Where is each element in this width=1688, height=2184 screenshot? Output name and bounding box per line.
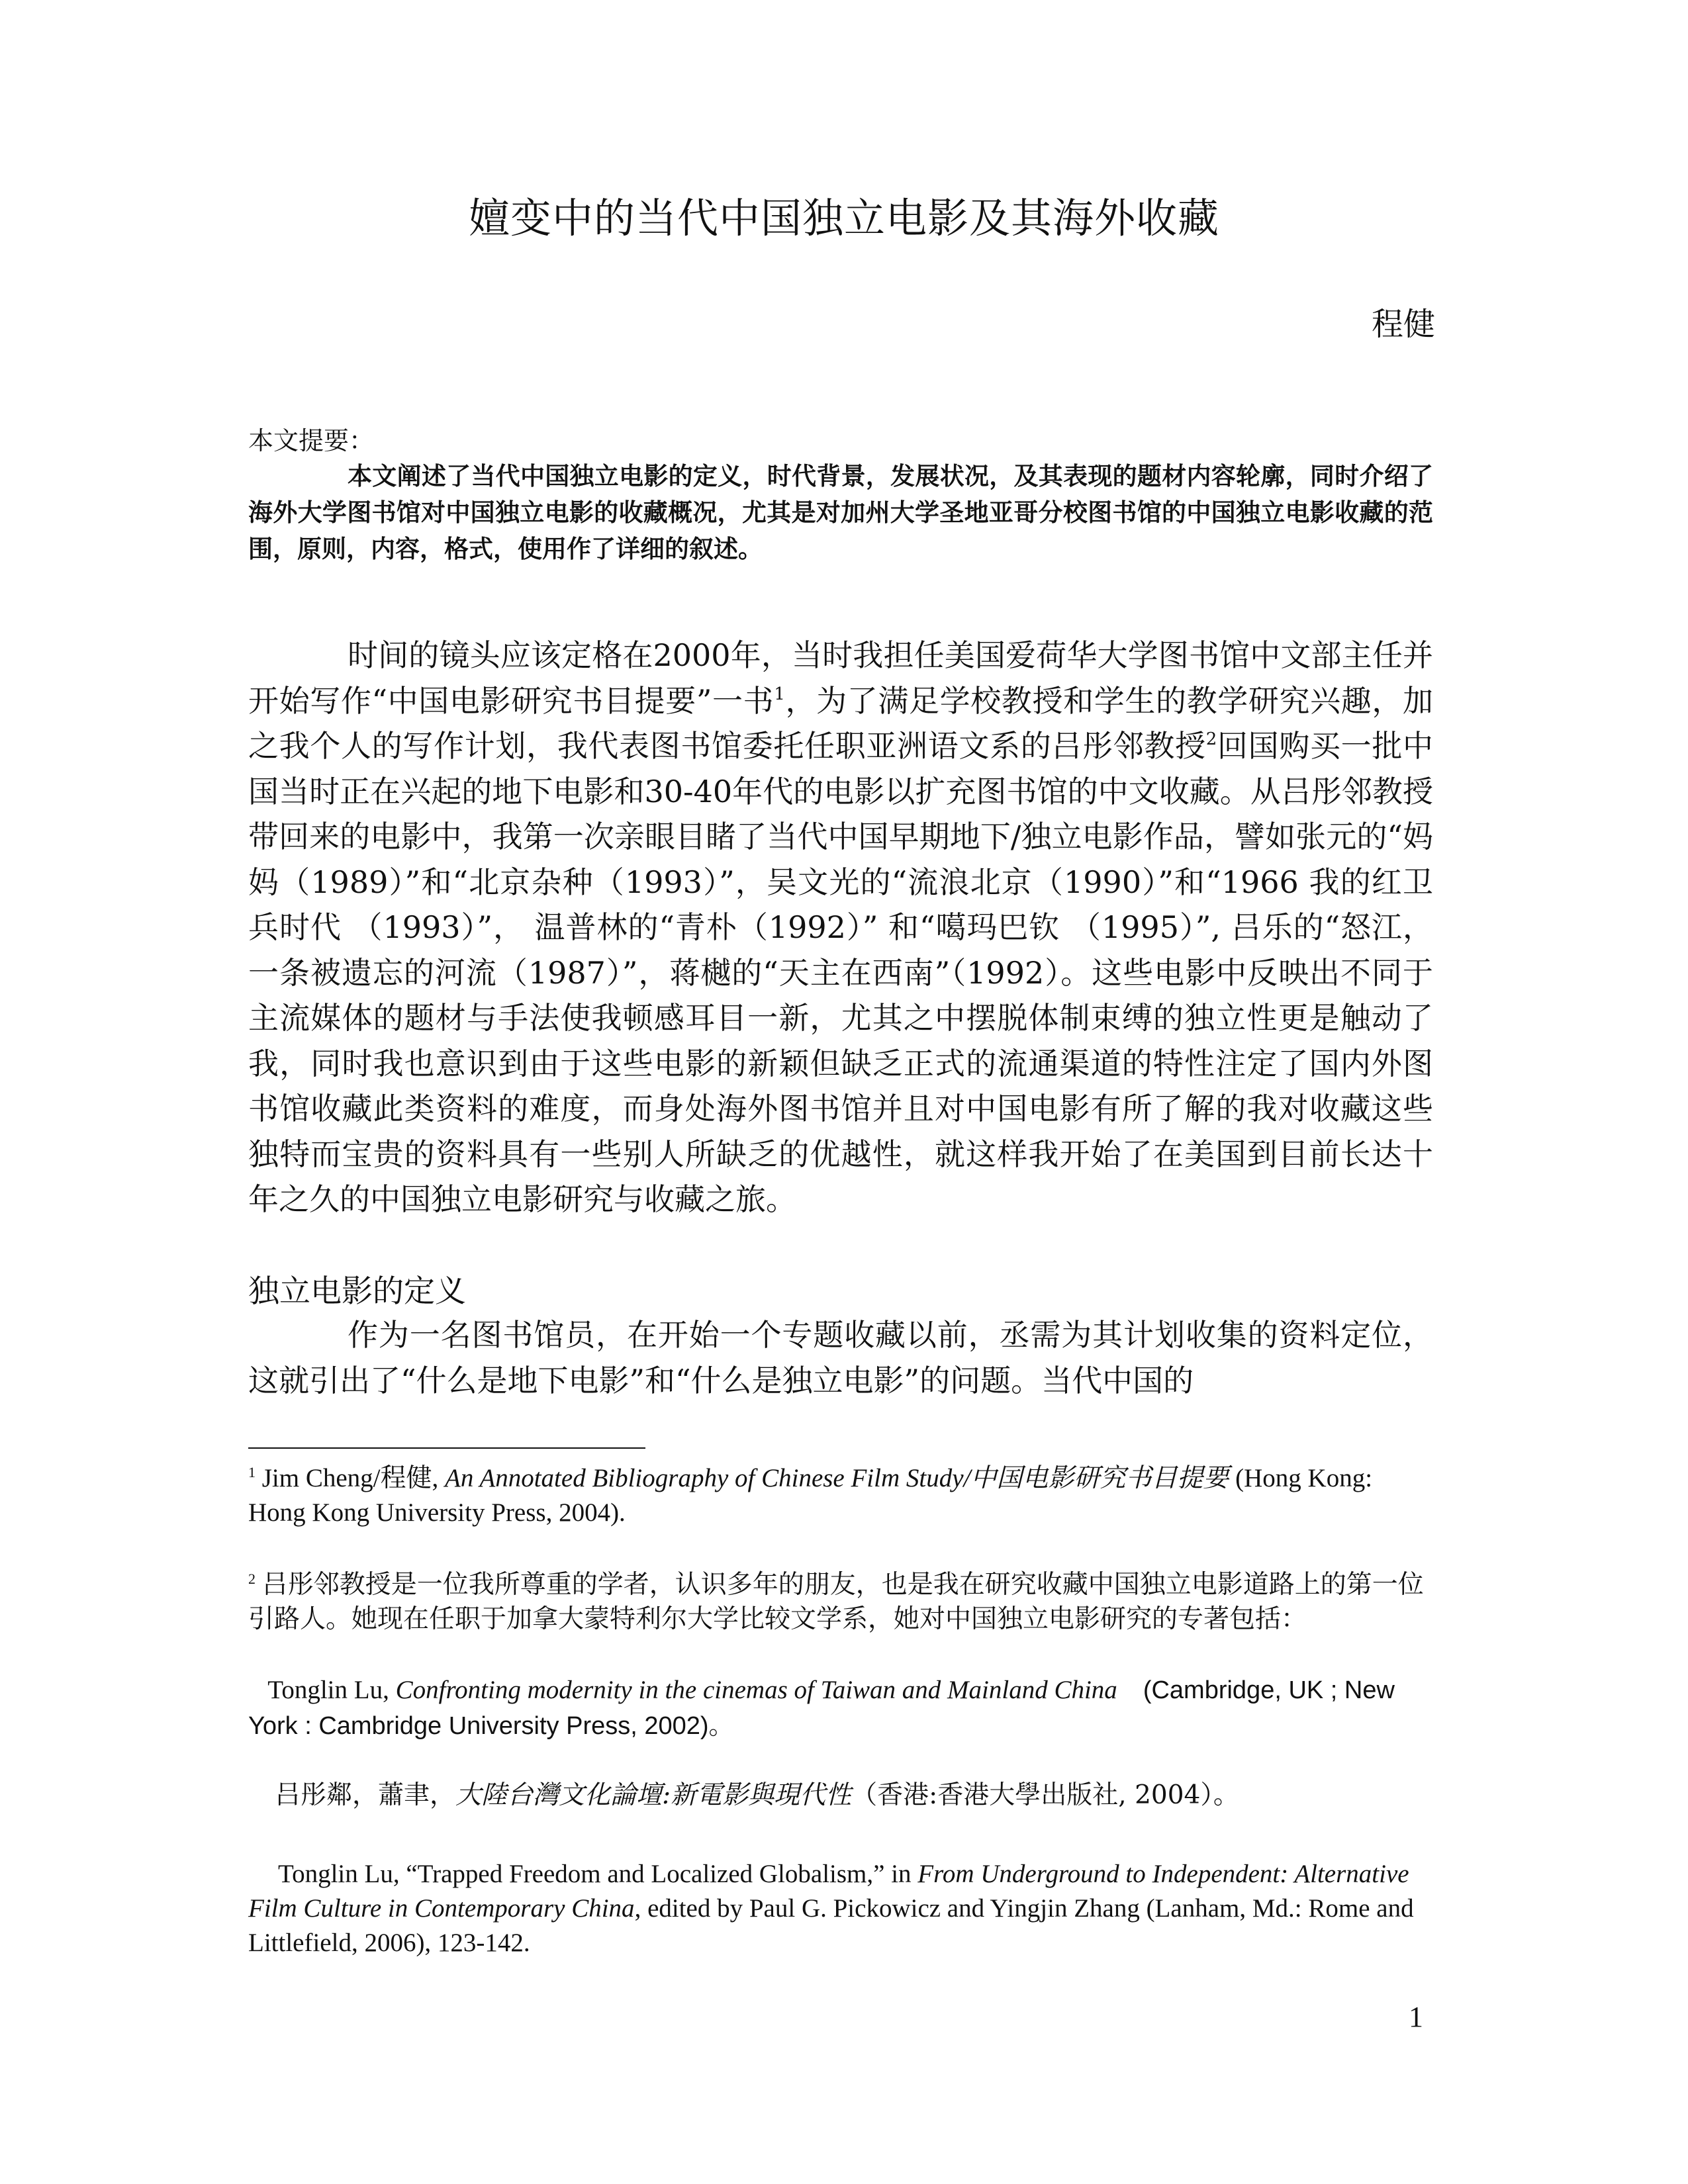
footnote-number: 1	[248, 1464, 256, 1480]
body-text: 时间的镜头应该定格在2000年，当时我担任美国爱荷华大学图书馆中文部主任并开始写作“中国电影研究书目提要”一书	[248, 637, 1433, 719]
body-paragraph: 作为一名图书馆员，在开始一个专题收藏以前，丞需为其计划收集的资料定位，这就引出了“什么是地下电影”和“什么是独立电影”的问题。当代中国的	[248, 1317, 1433, 1398]
footnote-text: Jim Cheng/程健,	[256, 1464, 445, 1492]
footnote-text: 吕彤邻教授是一位我所尊重的学者，认识多年的朋友，也是我在研究收藏中国独立电影道路上的第一位引路人。她现在任职于加拿大蒙特利尔大学比较文学系，她对中国独立电影研究的专著包括：	[248, 1570, 1424, 1633]
citation-text: , edited by Paul G. Pickowicz and Yingjin Zhang (Lanham, Md.: Rome and Littlefield, 2006), 123-142.	[248, 1894, 1414, 1957]
citation-publisher: (Cambridge, UK ; New York : Cambridge University Press, 2002)。	[248, 1676, 1395, 1740]
citation-title: From Underground to Independent: Alternative Film Culture in Contemporary China	[248, 1860, 1409, 1923]
footnote-citation	[275, 1778, 1453, 1813]
citation-author: 吕彤鄰，蕭聿，	[275, 1780, 456, 1810]
footnote-ref: 1	[774, 684, 785, 704]
footnote-1	[248, 1461, 1433, 1530]
citation-author: Tonglin Lu,	[267, 1676, 396, 1704]
footnote-2	[248, 1568, 1433, 1637]
body-text: ，为了满足学校教授和学生的教学研究兴趣，加之我个人的写作计划，我代表图书馆委托任职亚洲语文系的吕彤邻教授	[248, 682, 1434, 764]
footnote-citation	[248, 1857, 1433, 1960]
footnote-number: 2	[248, 1570, 256, 1587]
paper-title: 嬗变中的当代中国独立电影及其海外收藏	[468, 194, 1219, 242]
page-number: 1	[1409, 2001, 1423, 2033]
abstract-label: 本文提要：	[248, 426, 375, 455]
citation-text: Tonglin Lu, “Trapped Freedom and Localized Globalism,” in	[278, 1860, 918, 1888]
body-paragraph	[248, 633, 1433, 1222]
footnote-ref: 2	[1205, 729, 1217, 749]
footnote-book-title: An Annotated Bibliography of Chinese Film Study/中国电影研究书目提要	[445, 1464, 1229, 1492]
citation-publisher: （香港:香港大學出版社, 2004）。	[851, 1780, 1239, 1810]
citation-title: Confronting modernity in the cinemas of Taiwan and Mainland China	[395, 1676, 1117, 1704]
footnote-divider	[248, 1447, 645, 1449]
section-heading: 独立电影的定义	[248, 1273, 466, 1310]
footnote-citation	[248, 1672, 1440, 1744]
citation-title: 大陸台灣文化論壇:新電影與現代性	[455, 1780, 852, 1810]
body-text: 回国购买一批中国当时正在兴起的地下电影和30-40年代的电影以扩充图书馆的中文收藏。从吕彤邻教授带回来的电影中，我第一次亲眼目睹了当代中国早期地下/独立电影作品，譬如张元的“妈妈（1989）”和“北京杂种（1993）”，吴文光的“流浪北京（1990）”和“1966 我的红卫兵时代 （1993）”， 温普林的“青朴（1992）” 和“噶玛巴钦 （1995）”, 吕乐的“怒江，一条被遗忘的河流（1987）”，蒋樾的“天主在西南”（1992）。这些电影中反映出不同于主流媒体的题材与手法使我顿感耳目一新，尤其之中摆脱体制束缚的独立性更是触动了我，同时我也意识到由于这些电影的新颖但缺乏正式的流通渠道的特性注定了国内外图书馆收藏此类资料的难度，而身处海外图书馆并且对中国电影有所了解的我对收藏这些独特而宝贵的资料具有一些别人所缺乏的优越性，就这样我开始了在美国到目前长达十年之久的中国独立电影研究与收藏之旅。	[248, 728, 1434, 1217]
abstract-text: 本文阐述了当代中国独立电影的定义，时代背景，发展状况，及其表现的题材内容轮廓，同时介绍了海外大学图书馆对中国独立电影的收藏概况，尤其是对加州大学圣地亚哥分校图书馆的中国独立电影收藏的范围，原则，内容，格式，使用作了详细的叙述。	[248, 462, 1433, 563]
author-name: 程健	[1371, 306, 1435, 343]
footnote-text: (Hong Kong: Hong Kong University Press, 2004).	[248, 1464, 1373, 1527]
